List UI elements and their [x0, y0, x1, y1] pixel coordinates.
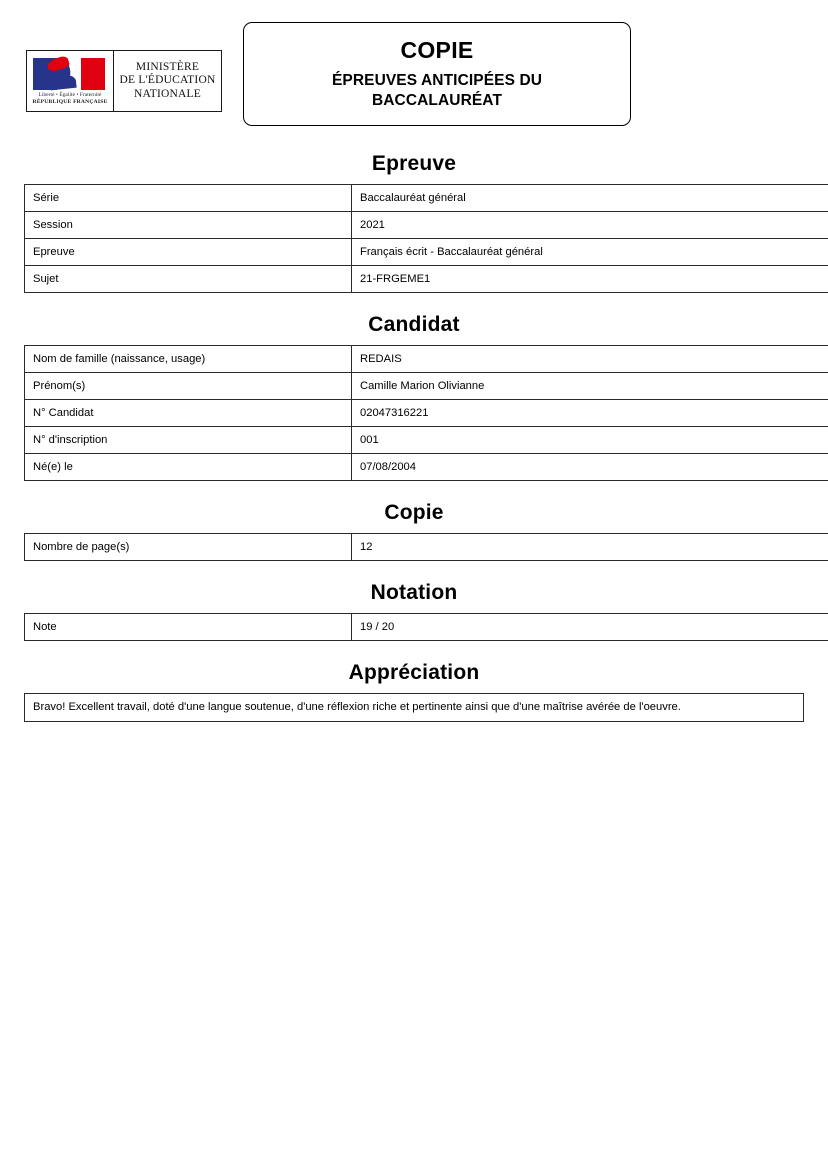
row-value: 02047316221	[352, 400, 828, 427]
row-value: Français écrit - Baccalauréat général	[352, 239, 828, 266]
row-label: Nombre de page(s)	[25, 534, 352, 561]
row-label: Né(e) le	[25, 454, 352, 481]
row-value: 12	[352, 534, 828, 561]
republique-text: RÉPUBLIQUE FRANÇAISE	[32, 98, 108, 105]
ministry-logo	[26, 50, 222, 112]
table-row	[25, 400, 828, 427]
table-notation	[24, 613, 828, 641]
devise-text: Liberté • Égalité • Fraternité	[38, 91, 102, 98]
row-value: Baccalauréat général	[352, 185, 828, 212]
row-value: Camille Marion Olivianne	[352, 373, 828, 400]
table-row	[25, 454, 828, 481]
row-value: 07/08/2004	[352, 454, 828, 481]
row-label: Prénom(s)	[25, 373, 352, 400]
table-row	[25, 346, 828, 373]
ministry-line-3: NATIONALE	[134, 87, 201, 100]
row-value: 001	[352, 427, 828, 454]
table-candidat	[24, 345, 828, 481]
marianne-flag-icon	[33, 58, 107, 90]
ministry-name	[114, 51, 221, 111]
row-label: N° Candidat	[25, 400, 352, 427]
row-label: Note	[25, 614, 352, 641]
row-value: 2021	[352, 212, 828, 239]
table-row	[25, 266, 828, 293]
row-value: 21-FRGEME1	[352, 266, 828, 293]
republique-francaise-emblem	[27, 51, 114, 111]
table-row	[25, 373, 828, 400]
ministry-line-1: MINISTÈRE	[135, 60, 200, 73]
section-title-appreciation: Appréciation	[348, 661, 480, 684]
table-row	[25, 534, 828, 561]
row-label: Session	[25, 212, 352, 239]
table-row	[25, 614, 828, 641]
ministry-line-2: DE L'ÉDUCATION	[119, 74, 216, 87]
table-copie	[24, 533, 828, 561]
table-row	[25, 427, 828, 454]
row-label: Série	[25, 185, 352, 212]
section-title-epreuve: Epreuve	[371, 152, 457, 175]
table-row	[25, 212, 828, 239]
section-title-notation: Notation	[370, 581, 458, 604]
row-label: N° d'inscription	[25, 427, 352, 454]
document-title-box	[243, 22, 631, 126]
page-subtitle	[332, 71, 542, 112]
row-label: Epreuve	[25, 239, 352, 266]
row-label: Sujet	[25, 266, 352, 293]
page-subtitle-line-2: BACCALAURÉAT	[371, 92, 503, 109]
section-title-candidat: Candidat	[368, 313, 460, 336]
note-value: 19 / 20	[352, 614, 828, 641]
section-title-copie: Copie	[384, 501, 444, 524]
row-label: Nom de famille (naissance, usage)	[25, 346, 352, 373]
document-header	[24, 22, 804, 132]
table-epreuve	[24, 184, 828, 293]
page-title: COPIE	[400, 36, 474, 63]
page-subtitle-line-1: ÉPREUVES ANTICIPÉES DU	[331, 71, 543, 89]
table-row	[25, 239, 828, 266]
appreciation-text: Bravo! Excellent travail, doté d'une langue soutenue, d'une réflexion riche et pertinente ainsi que d'une maîtrise avérée de l'oeuvre.	[24, 693, 804, 722]
table-row	[25, 185, 828, 212]
row-value: REDAIS	[352, 346, 828, 373]
